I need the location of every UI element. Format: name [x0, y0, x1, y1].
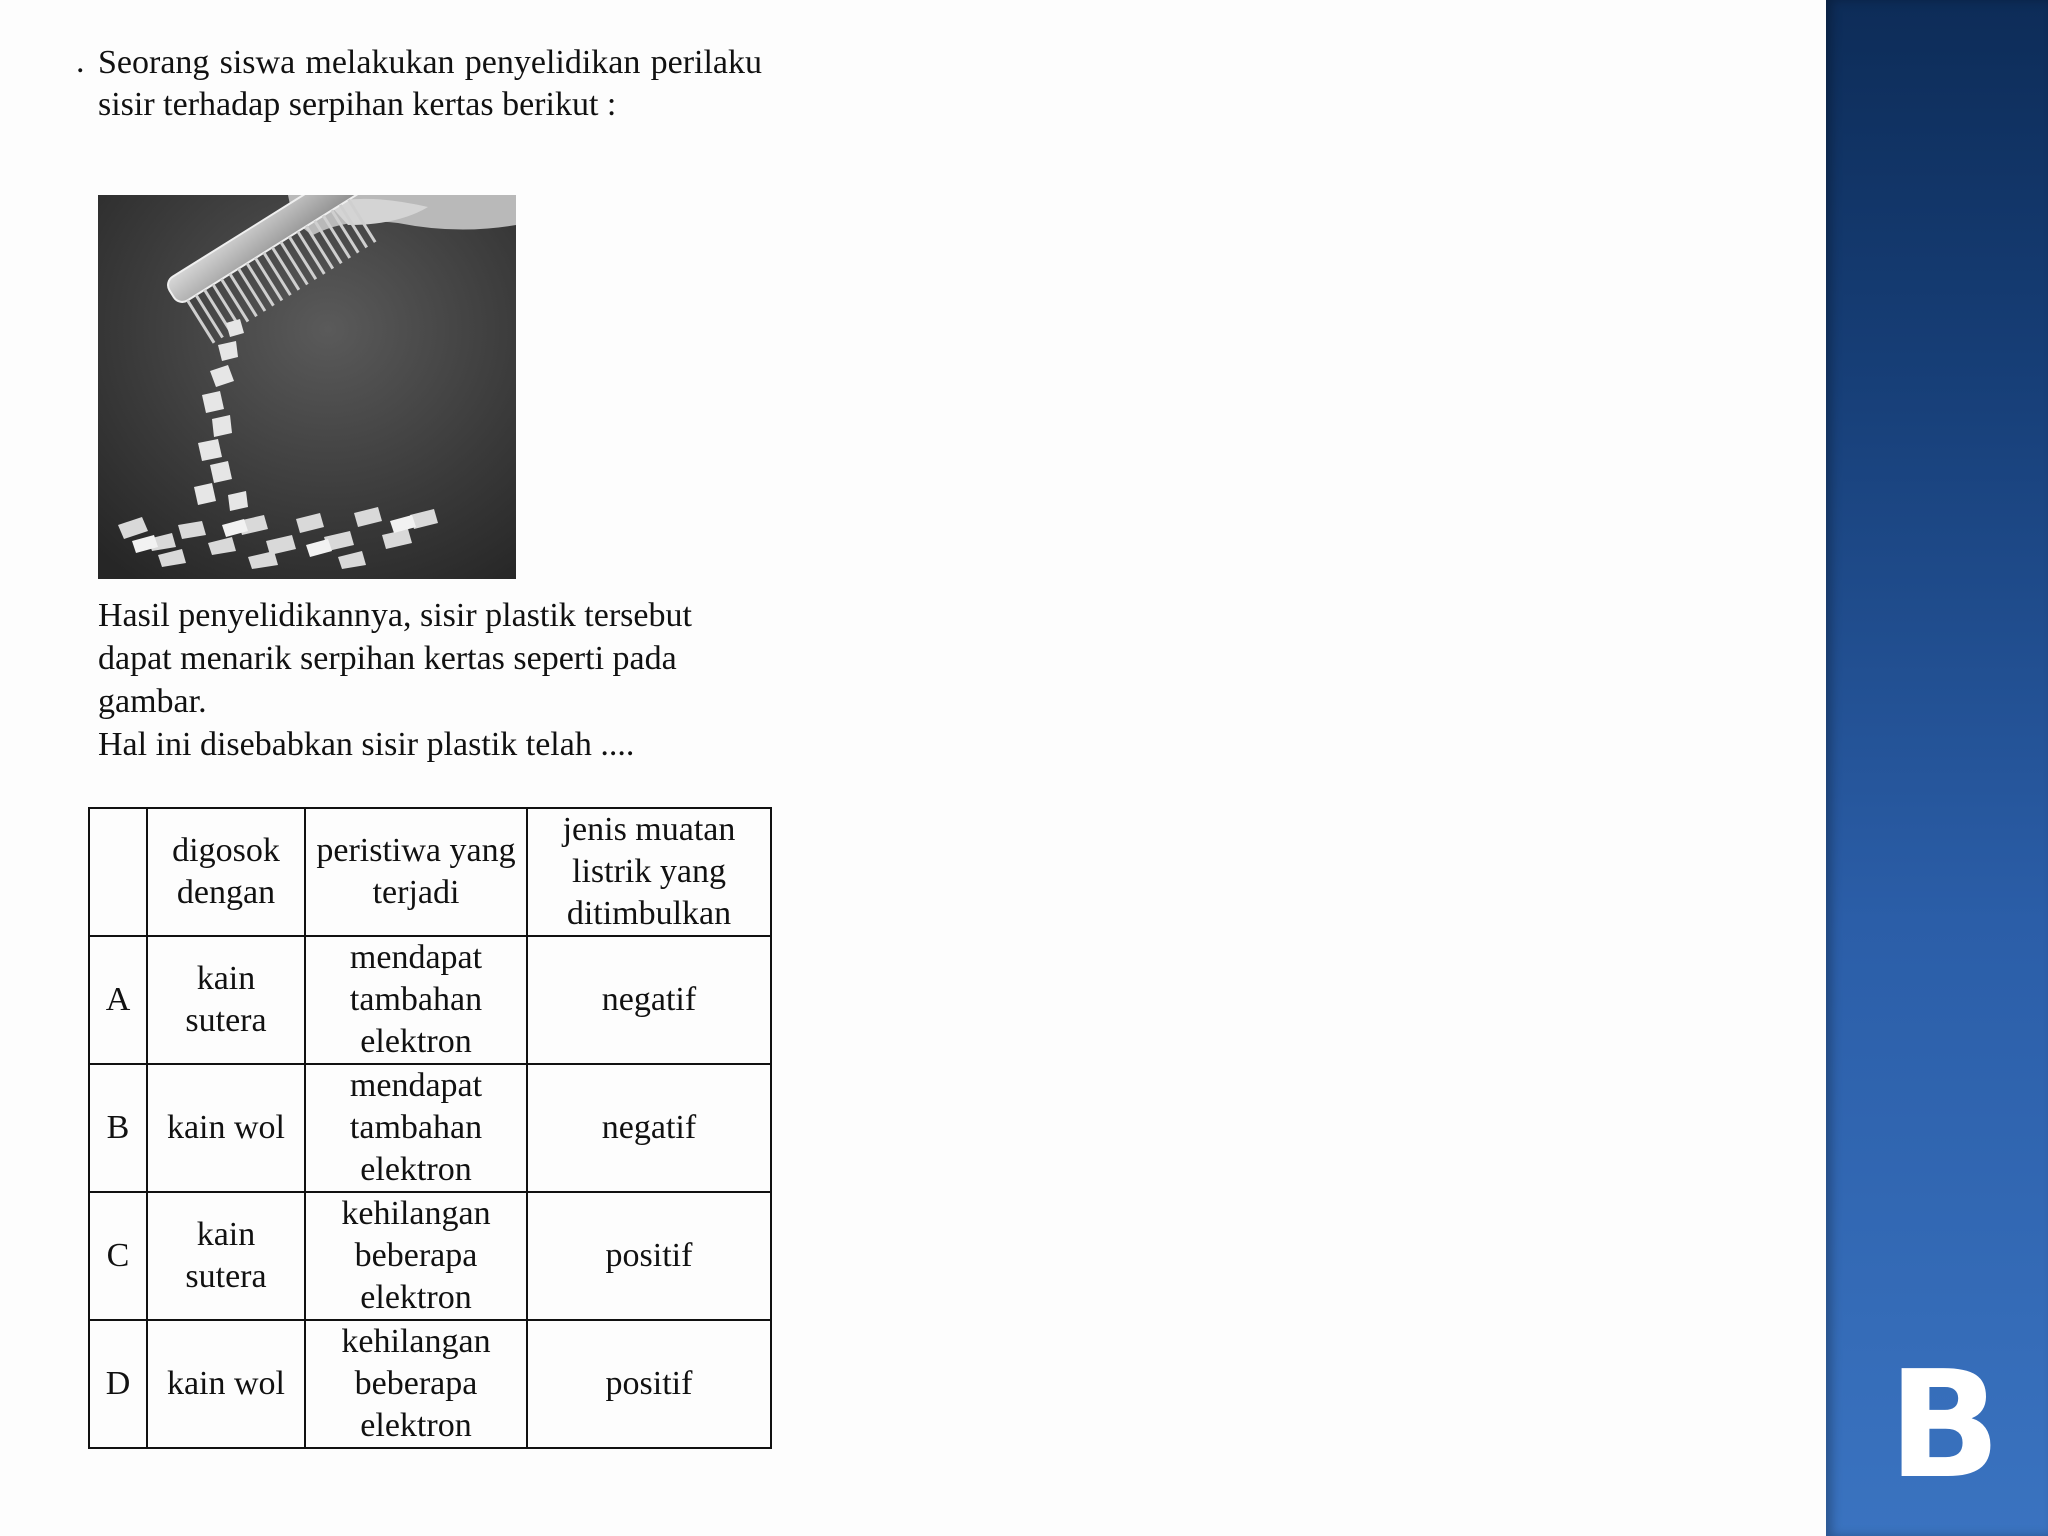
answer-options-table [88, 807, 772, 1449]
event-cell: kehilangan beberapa elektron [305, 1320, 527, 1448]
rubbed-with-cell: kain sutera [147, 1192, 305, 1320]
option-letter: D [89, 1320, 147, 1448]
charge-cell: positif [527, 1192, 771, 1320]
table-row [89, 1192, 771, 1320]
option-letter: B [89, 1064, 147, 1192]
rubbed-with-cell: kain wol [147, 1320, 305, 1448]
header-rubbed-with: digosok dengan [147, 808, 305, 936]
question-result-text [98, 594, 768, 766]
charge-cell: negatif [527, 936, 771, 1064]
photo-illustration [98, 195, 516, 579]
charge-cell: positif [527, 1320, 771, 1448]
question-bullet: . [76, 43, 85, 80]
rubbed-with-cell: kain wol [147, 1064, 305, 1192]
comb-attracting-paper-pieces-photo [98, 195, 516, 579]
table-row [89, 1064, 771, 1192]
question-intro-text: Seorang siswa melakukan penyelidikan perilaku sisir terhadap serpihan kertas berikut : [98, 44, 762, 123]
charge-cell: negatif [527, 1064, 771, 1192]
option-letter: A [89, 936, 147, 1064]
decorative-side-band [1826, 0, 2048, 1536]
question-prompt: Hal ini disebabkan sisir plastik telah .... [98, 726, 635, 763]
header-option [89, 808, 147, 936]
header-event: peristiwa yang terjadi [305, 808, 527, 936]
header-charge-type: jenis muatan listrik yang ditimbulkan [527, 808, 771, 936]
table-header-row [89, 808, 771, 936]
event-cell: mendapat tambahan elektron [305, 1064, 527, 1192]
event-cell: mendapat tambahan elektron [305, 936, 527, 1064]
event-cell: kehilangan beberapa elektron [305, 1192, 527, 1320]
rubbed-with-cell: kain sutera [147, 936, 305, 1064]
option-letter: C [89, 1192, 147, 1320]
table-row [89, 936, 771, 1064]
result-statement: Hasil penyelidikannya, sisir plastik tersebut dapat menarik serpihan kertas seperti pada gambar. [98, 597, 692, 720]
answer-key-letter: B [1888, 1339, 2001, 1511]
table-row [89, 1320, 771, 1448]
